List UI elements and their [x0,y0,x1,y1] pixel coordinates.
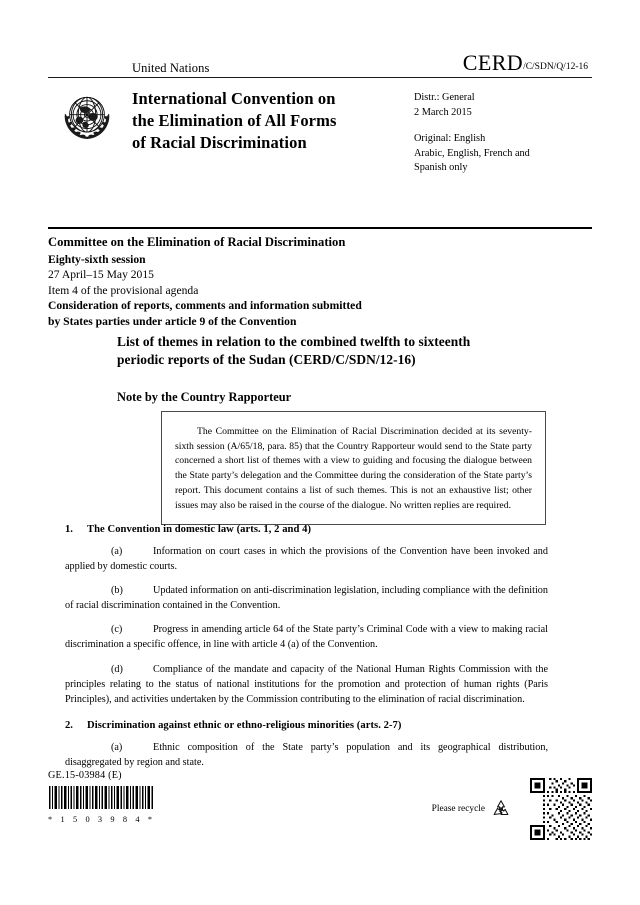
page-title-line-2: periodic reports of the Sudan (CERD/C/SDN/12-16) [117,352,416,368]
item-text: Compliance of the mandate and capacity of the National Human Rights Commission with the principles relating to the status of national institutions for the promotion and protection of human rights (Paris Principles), and activities undertaken by the Commission contributing to the elimination of racial discrimination. [65,663,548,705]
section-item [65,583,548,613]
item-text: Information on court cases in which the provisions of the Convention have been invoked and applied by domestic courts. [65,546,548,573]
document-symbol-main: CERD [462,50,524,75]
job-number: GE.15-03984 (E) [48,770,122,781]
convention-title-line-2: the Elimination of All Forms [132,110,337,130]
recycle-icon [490,798,512,820]
available-languages-line-1: Arabic, English, French and [414,147,530,159]
item-text: Progress in amending article 64 of the State party’s Criminal Code with a view to making racial discrimination a specific offence, in line with article 4 (a) of the Convention. [65,624,548,651]
section-title: Discrimination against ethnic or ethno-religious minorities (arts. 2-7) [87,719,402,731]
section-number: 1. [65,524,73,535]
boxed-note [161,411,546,525]
item-label: (c) [111,624,123,636]
item-label: (d) [111,663,123,675]
section-number: 2. [65,719,73,731]
agenda-title-line-1: Consideration of reports, comments and information submitted [48,299,362,313]
item-label: (b) [111,585,123,597]
recycle-label: Please recycle [431,804,485,814]
distribution-label: Distr.: General [414,92,475,103]
item-label: (a) [111,546,123,557]
masthead [48,52,592,176]
committee-block [48,234,592,329]
item-text: Updated information on anti-discrimination legislation, including compliance with the definition of racial discrimination contained in the Convention. [65,585,548,612]
section-item [65,740,548,770]
language-block [414,132,592,176]
section-heading [48,720,592,731]
convention-title [132,88,414,176]
item-text: Ethnic composition of the State party’s population and its geographical distribution, disaggregated by region and state. [65,741,548,768]
page-footer [48,770,592,850]
section-divider-rule [48,227,592,229]
section-item [65,662,548,707]
convention-title-line-3: of Racial Discrimination [132,132,307,152]
masthead-body [48,88,592,176]
section-block [48,720,592,770]
masthead-rule [48,77,592,78]
section-item [65,622,548,652]
organization-name: United Nations [132,60,210,75]
available-languages-line-2: Spanish only [414,162,468,174]
agenda-item: Item 4 of the provisional agenda [48,283,199,297]
agenda-title-line-2: by States parties under article 9 of the Convention [48,314,297,328]
committee-session: Eighty-sixth session [48,252,146,266]
convention-title-line-1: International Convention on [132,89,336,108]
document-symbol-suffix: /C/SDN/Q/12-16 [523,62,588,72]
emblem-container [48,88,132,176]
page-content-area [48,0,592,905]
document-title-block [117,333,549,405]
barcode-label: * 1 5 0 3 9 8 4 * [48,815,156,824]
document-symbol [463,52,588,74]
un-emblem-icon [58,88,116,146]
page-subtitle: Note by the Country Rapporteur [117,390,292,405]
section-block [48,524,592,707]
item-label: (a) [111,741,123,753]
document-metadata [414,88,592,176]
footer-right [432,778,592,840]
section-title: The Convention in domestic law (arts. 1, 2 and 4) [87,524,312,535]
distribution-block [414,91,592,120]
committee-dates: 27 April–15 May 2015 [48,268,154,282]
distribution-date: 2 March 2015 [414,106,472,118]
masthead-top-row [48,52,592,74]
section-item [65,544,548,574]
committee-name: Committee on the Elimination of Racial Discrimination [48,235,346,249]
section-heading [48,524,592,535]
page-title-line-1: List of themes in relation to the combined twelfth to sixteenth [117,334,471,349]
original-language: Original: English [414,133,486,145]
qr-code-icon [530,778,592,840]
boxed-note-text: The Committee on the Elimination of Racial Discrimination decided at its seventy-sixth session (A/65/18, para. 85) that the Country Rapporteur would send to the State party concerned a short list of themes with a view to guiding and focusing the dialogue between the State party’s delegation and the Committee during the consideration of the State party’s report. This document contains a list of such themes. This is not an exhaustive list; other issues may also be raised in the course of the dialogue. No written replies are required. [175,426,532,511]
barcode-icon [48,786,154,809]
body-sections [48,524,592,770]
